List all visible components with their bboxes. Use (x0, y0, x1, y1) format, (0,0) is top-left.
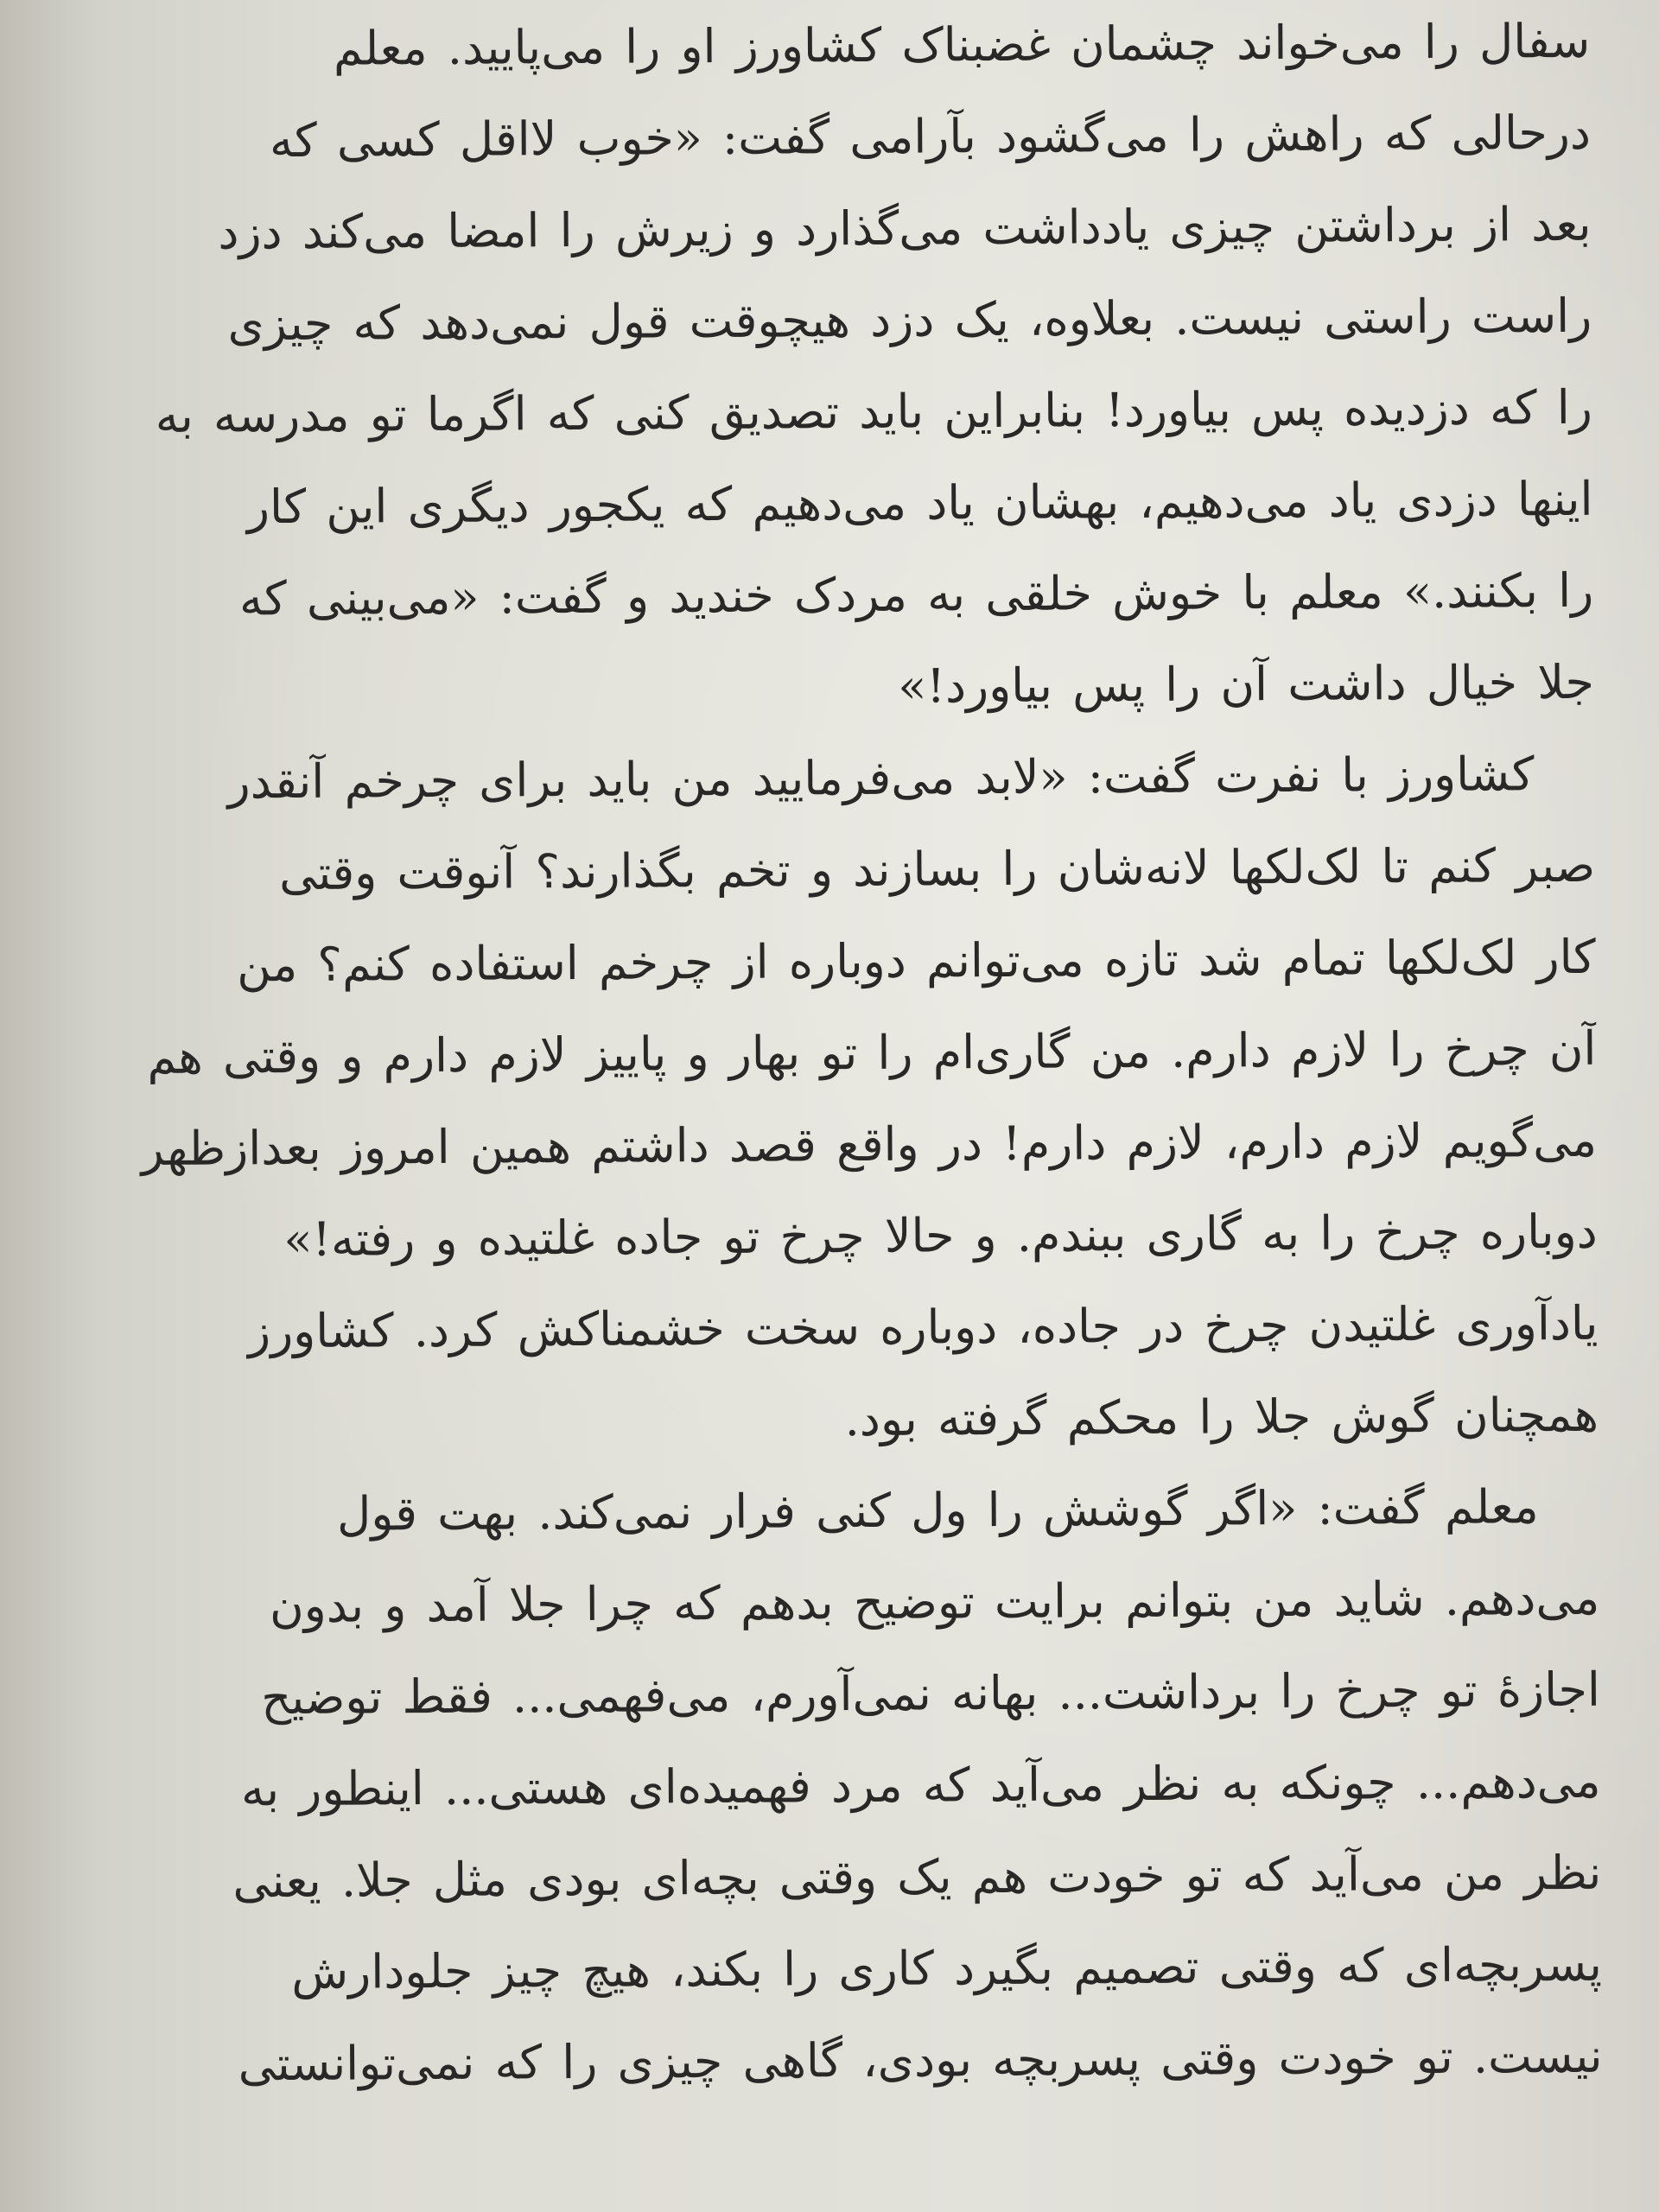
text-line: را بکنند.» معلم با خوش خلقی به مردک خندید و گفت: «می‌بینی که (238, 563, 1594, 626)
text-line: اجازهٔ تو چرخ را برداشت... بهانه نمی‌آورم، می‌فهمی... فقط توضیح (261, 1662, 1601, 1726)
text-line: نیست. تو خودت وقتی پسربچه بودی، گاهی چیزی را که نمی‌توانستی (238, 2028, 1603, 2092)
text-line: می‌دهم. شاید من بتوانم برایت توضیح بدهم که چرا جلا آمد و بدون (269, 1570, 1600, 1634)
text-line: صبر کنم تا لک‌لکها لانه‌شان را بسازند و تخم بگذارند؟ آنوقت وقتی (278, 837, 1596, 901)
text-line: بعد از برداشتن چیزی یادداشت می‌گذارد و زیرش را امضا می‌کند دزد (218, 196, 1592, 260)
text-line: می‌دهم... چونکه به نظر می‌آید که مرد فهمیده‌ای هستی... اینطور به (240, 1753, 1601, 1817)
text-line: راست راستی نیست. بعلاوه، یک دزد هیچوقت قول نمی‌دهد که چیزی (227, 288, 1592, 352)
text-line: جلا خیال داشت آن را پس بیاورد!» (898, 654, 1595, 714)
text-line: یادآوری غلتیدن چرخ در جاده، دوباره سخت خشمناکش کرد. کشاورز (247, 1295, 1599, 1359)
text-line: آن چرخ را لازم دارم. من گاری‌ام را تو بهار و پاییز لازم دارم و وقتی هم (147, 1020, 1597, 1085)
text-line: اینها دزدی یاد می‌دهیم، بهشان یاد می‌دهیم که یکجور دیگری این کار (246, 471, 1593, 535)
text-line: دوباره چرخ را به گاری ببندم. و حالا چرخ تو جاده غلتیده و رفته!» (283, 1204, 1598, 1268)
text-line: کشاورز با نفرت گفت: «لابد می‌فرمایید من باید برای چرخم آنقدر (227, 747, 1535, 810)
text-line: نظر من می‌آید که تو خودت هم یک وقتی بچه‌ای بودی مثل جلا. یعنی (232, 1845, 1602, 1909)
text-line: سفال را می‌خواند چشمان غضبناک کشاورز او را می‌پایید. معلم (333, 13, 1591, 76)
text-line: را که دزدیده پس بیاورد! بنابراین باید تصدیق کنی که اگرما تو مدرسه به (155, 379, 1593, 443)
text-line: معلم گفت: «اگر گوشش را ول کنی فرار نمی‌کند. بهت قول (336, 1479, 1539, 1541)
page-text (121, 0, 1603, 2111)
text-line: کار لک‌لکها تمام شد تازه می‌توانم دوباره از چرخم استفاده کنم؟ من (236, 929, 1596, 993)
text-line: می‌گویم لازم دارم، لازم دارم! در واقع قصد داشتم همین امروز بعدازظهر (141, 1112, 1598, 1177)
text-line: پسربچه‌ای که وقتی تصمیم بگیرد کاری را بکند، هیچ چیز جلودارش (291, 1936, 1603, 2000)
text-line: درحالی که راهش را می‌گشود بآرامی گفت: «خوب لااقل کسی که (269, 105, 1592, 168)
text-line: همچنان گوش جلا را محکم گرفته بود. (844, 1387, 1599, 1447)
